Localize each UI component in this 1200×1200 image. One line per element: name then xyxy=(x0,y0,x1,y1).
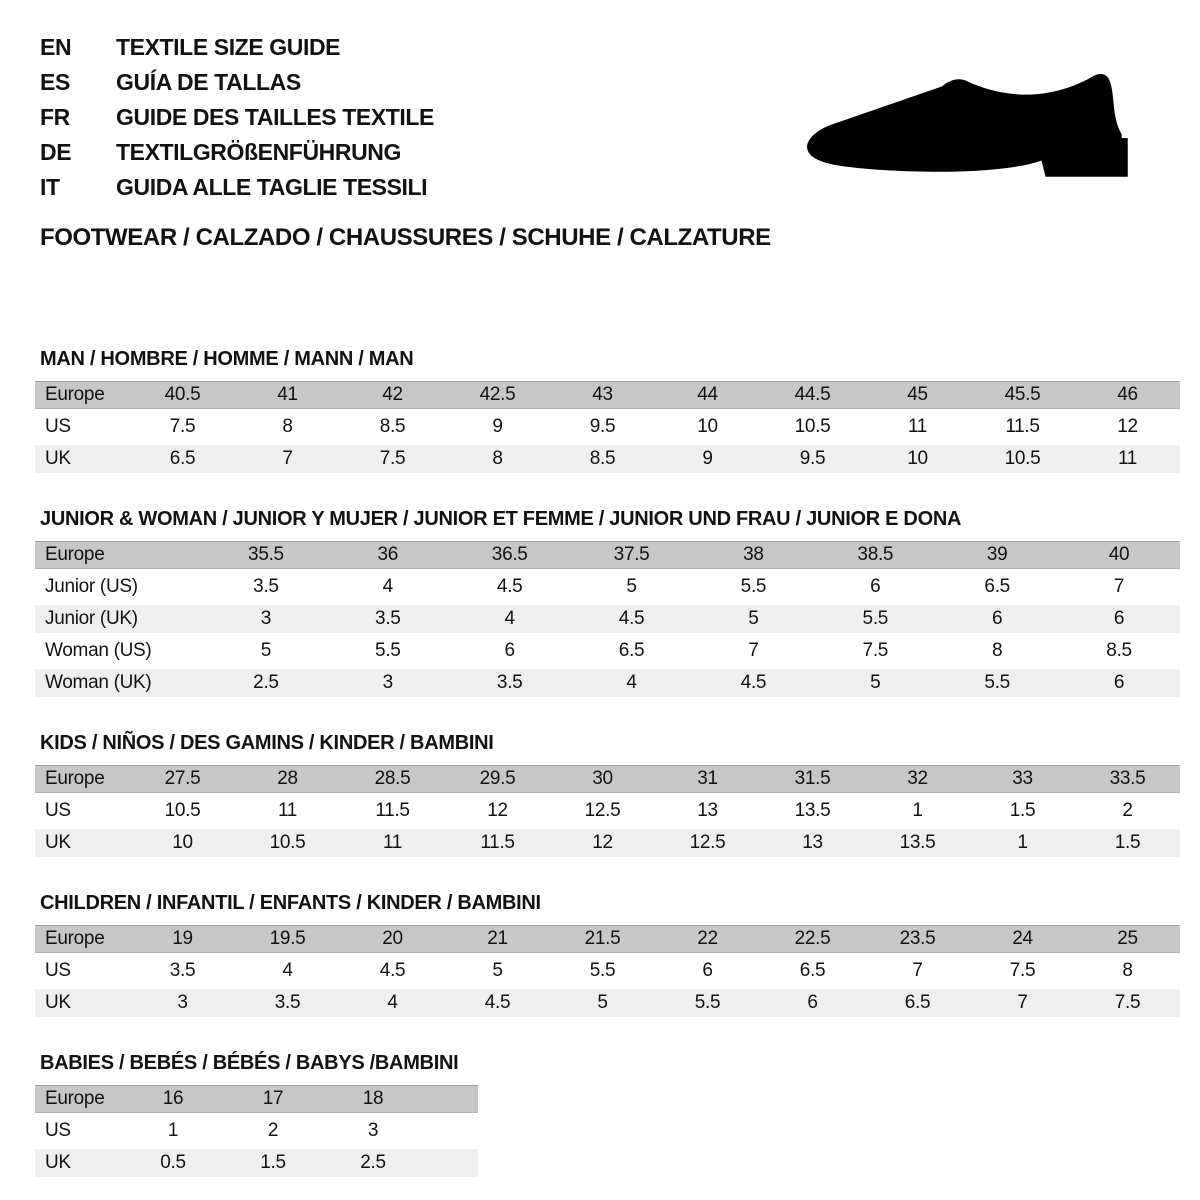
size-cell: 44.5 xyxy=(760,381,865,409)
size-cell: 40.5 xyxy=(130,381,235,409)
size-cell: 18 xyxy=(323,1085,423,1113)
language-label: TEXTILE SIZE GUIDE xyxy=(116,34,341,60)
size-cell: 42.5 xyxy=(445,381,550,409)
table-row-junior-1 xyxy=(35,573,1180,601)
section-title-babies: BABIES / BEBÉS / BÉBÉS / BABYS /BAMBINI xyxy=(40,1052,459,1074)
size-cell: 10 xyxy=(865,445,970,473)
size-cell: 7.5 xyxy=(1075,989,1180,1017)
row-label: UK xyxy=(35,989,130,1017)
language-label: GUIDE DES TAILLES TEXTILE xyxy=(116,104,434,130)
size-cell: 6.5 xyxy=(130,445,235,473)
table-row-babies-1 xyxy=(35,1117,478,1145)
size-cell: 28 xyxy=(235,765,340,793)
size-cell: 12.5 xyxy=(584,800,621,821)
size-cell: 1.5 xyxy=(1009,800,1036,821)
size-cell: 42 xyxy=(340,381,445,409)
filler-cell xyxy=(423,1117,478,1145)
size-cell: 23.5 xyxy=(865,925,970,953)
size-cell: 36 xyxy=(327,541,449,569)
size-cell: 10.5 xyxy=(164,800,201,821)
size-cell: 3.5 xyxy=(253,576,279,597)
row-label: Woman (UK) xyxy=(35,669,205,697)
size-cell: 13.5 xyxy=(865,829,970,857)
size-cell: 6.5 xyxy=(618,640,645,661)
size-cell: 5.5 xyxy=(814,605,936,633)
table-row-kids-header xyxy=(35,765,1180,793)
language-label: TEXTILGRÖßENFÜHRUNG xyxy=(116,139,401,165)
language-code: DE xyxy=(40,139,72,165)
size-cell: 45 xyxy=(865,381,970,409)
size-cell: 3 xyxy=(327,669,449,697)
size-cell: 10 xyxy=(130,829,235,857)
size-cell: 6 xyxy=(1058,605,1180,633)
category-line: FOOTWEAR / CALZADO / CHAUSSURES / SCHUHE / CALZATURE xyxy=(40,224,771,251)
size-tables-container xyxy=(0,347,1200,1181)
size-cell: 7.5 xyxy=(1009,960,1036,981)
size-cell: 33 xyxy=(970,765,1075,793)
size-cell: 3.5 xyxy=(235,989,340,1017)
size-cell: 11 xyxy=(277,800,298,821)
size-table-junior xyxy=(35,537,1180,701)
size-cell: 29.5 xyxy=(445,765,550,793)
section-junior xyxy=(35,507,1200,701)
filler-cell xyxy=(423,1149,478,1177)
size-cell: 1 xyxy=(912,800,923,821)
size-cell: 1.5 xyxy=(1075,829,1180,857)
table-row-kids-1 xyxy=(35,797,1180,825)
size-cell: 7 xyxy=(970,989,1075,1017)
row-label: UK xyxy=(35,829,130,857)
size-cell: 6 xyxy=(936,605,1058,633)
row-label: UK xyxy=(35,445,130,473)
size-cell: 4.5 xyxy=(445,989,550,1017)
language-code: EN xyxy=(40,34,72,60)
size-cell: 46 xyxy=(1075,381,1180,409)
size-cell: 6 xyxy=(870,576,881,597)
size-cell: 13.5 xyxy=(794,800,831,821)
section-kids xyxy=(35,731,1200,861)
size-cell: 11.5 xyxy=(375,800,410,821)
size-cell: 7 xyxy=(912,960,923,981)
section-title-kids: KIDS / NIÑOS / DES GAMINS / KINDER / BAMBINI xyxy=(40,732,494,754)
size-cell: 8.5 xyxy=(379,416,406,437)
size-cell: 9 xyxy=(655,445,760,473)
size-cell: 7 xyxy=(748,640,759,661)
size-cell: 6.5 xyxy=(865,989,970,1017)
size-cell: 5 xyxy=(626,576,637,597)
size-cell: 5 xyxy=(693,605,815,633)
row-label: US xyxy=(45,800,71,821)
size-cell: 8 xyxy=(445,445,550,473)
size-cell: 8.5 xyxy=(1106,640,1132,661)
size-cell: 4 xyxy=(340,989,445,1017)
table-row-children-2 xyxy=(35,989,1180,1017)
size-cell: 19 xyxy=(130,925,235,953)
row-label: Europe xyxy=(35,1085,123,1113)
row-label: Woman (US) xyxy=(45,640,152,661)
size-cell: 12.5 xyxy=(655,829,760,857)
dress-shoe-icon xyxy=(800,70,1145,186)
size-table-kids xyxy=(35,761,1180,861)
size-cell: 5 xyxy=(492,960,503,981)
table-row-man-header xyxy=(35,381,1180,409)
table-row-kids-2 xyxy=(35,829,1180,857)
size-cell: 9 xyxy=(492,416,503,437)
size-cell: 1.5 xyxy=(223,1149,323,1177)
size-cell: 16 xyxy=(123,1085,223,1113)
language-row-en xyxy=(40,30,1200,65)
size-cell: 3.5 xyxy=(169,960,196,981)
size-cell: 31 xyxy=(655,765,760,793)
section-man xyxy=(35,347,1200,477)
size-cell: 1 xyxy=(167,1120,179,1141)
size-cell: 6.5 xyxy=(799,960,826,981)
size-cell: 5.5 xyxy=(655,989,760,1017)
size-cell: 41 xyxy=(235,381,340,409)
table-row-children-header xyxy=(35,925,1180,953)
size-table-children xyxy=(35,921,1180,1021)
size-cell: 12 xyxy=(1117,416,1138,437)
size-cell: 5.5 xyxy=(740,576,767,597)
size-cell: 4.5 xyxy=(496,576,523,597)
size-cell: 12 xyxy=(550,829,655,857)
size-cell: 28.5 xyxy=(340,765,445,793)
row-label: Europe xyxy=(35,925,130,953)
size-cell: 7 xyxy=(235,445,340,473)
size-cell: 32 xyxy=(865,765,970,793)
row-label: Europe xyxy=(35,381,130,409)
size-cell: 11 xyxy=(907,416,928,437)
size-cell: 10.5 xyxy=(794,416,831,437)
size-table-man xyxy=(35,377,1180,477)
size-cell: 38.5 xyxy=(814,541,936,569)
size-cell: 3 xyxy=(205,605,327,633)
language-label: GUÍA DE TALLAS xyxy=(116,69,301,95)
size-cell: 31.5 xyxy=(760,765,865,793)
size-cell: 6 xyxy=(1058,669,1180,697)
size-cell: 13 xyxy=(760,829,865,857)
size-cell: 3.5 xyxy=(449,669,571,697)
size-cell: 9.5 xyxy=(589,416,616,437)
section-title-children: CHILDREN / INFANTIL / ENFANTS / KINDER / BAMBINI xyxy=(40,892,541,914)
size-cell: 25 xyxy=(1075,925,1180,953)
size-cell: 5 xyxy=(260,640,272,661)
row-label: US xyxy=(45,1120,71,1141)
size-cell: 4 xyxy=(382,576,393,597)
section-title-junior: JUNIOR & WOMAN / JUNIOR Y MUJER / JUNIOR ET FEMME / JUNIOR UND FRAU / JUNIOR E DONA xyxy=(40,508,962,530)
size-cell: 21 xyxy=(445,925,550,953)
size-cell: 3 xyxy=(130,989,235,1017)
table-row-man-2 xyxy=(35,445,1180,473)
size-table-babies xyxy=(35,1081,478,1181)
size-cell: 11.5 xyxy=(445,829,550,857)
size-cell: 8.5 xyxy=(550,445,655,473)
size-cell: 8 xyxy=(1122,960,1133,981)
size-cell: 30 xyxy=(550,765,655,793)
table-row-children-1 xyxy=(35,957,1180,985)
size-cell: 39 xyxy=(936,541,1058,569)
size-cell: 2.5 xyxy=(323,1149,423,1177)
size-cell: 5.5 xyxy=(375,640,401,661)
size-cell: 4.5 xyxy=(379,960,406,981)
size-cell: 10.5 xyxy=(235,829,340,857)
row-label: Europe xyxy=(35,765,130,793)
size-cell: 9.5 xyxy=(760,445,865,473)
size-cell: 7 xyxy=(1113,576,1125,597)
table-row-junior-4 xyxy=(35,669,1180,697)
size-cell: 27.5 xyxy=(130,765,235,793)
size-cell: 5 xyxy=(814,669,936,697)
size-cell: 40 xyxy=(1058,541,1180,569)
size-cell: 1 xyxy=(970,829,1075,857)
size-cell: 19.5 xyxy=(235,925,340,953)
section-children xyxy=(35,891,1200,1021)
language-code: FR xyxy=(40,104,70,130)
size-cell: 38 xyxy=(693,541,815,569)
size-cell: 36.5 xyxy=(449,541,571,569)
row-label: Europe xyxy=(35,541,205,569)
size-cell: 8 xyxy=(992,640,1003,661)
row-label: Junior (UK) xyxy=(35,605,205,633)
size-cell: 24 xyxy=(970,925,1075,953)
size-cell: 45.5 xyxy=(970,381,1075,409)
size-cell: 13 xyxy=(697,800,718,821)
size-cell: 12 xyxy=(487,800,508,821)
size-cell: 7.5 xyxy=(169,416,196,437)
size-cell: 4.5 xyxy=(693,669,815,697)
table-row-junior-3 xyxy=(35,637,1180,665)
size-cell: 11 xyxy=(340,829,445,857)
size-cell: 2.5 xyxy=(205,669,327,697)
size-cell: 7.5 xyxy=(862,640,889,661)
size-cell: 11 xyxy=(1075,445,1180,473)
size-cell: 37.5 xyxy=(571,541,693,569)
language-code: ES xyxy=(40,69,70,95)
size-cell: 43 xyxy=(550,381,655,409)
size-cell: 4.5 xyxy=(571,605,693,633)
size-cell: 10 xyxy=(697,416,718,437)
size-cell: 35.5 xyxy=(205,541,327,569)
size-cell: 22.5 xyxy=(760,925,865,953)
section-babies xyxy=(35,1051,1200,1181)
size-cell: 4 xyxy=(449,605,571,633)
size-cell: 4 xyxy=(571,669,693,697)
size-cell: 5.5 xyxy=(589,960,616,981)
size-cell: 6 xyxy=(504,640,515,661)
section-title-man: MAN / HOMBRE / HOMME / MANN / MAN xyxy=(40,348,414,370)
table-row-junior-header xyxy=(35,541,1180,569)
language-code: IT xyxy=(40,174,60,200)
size-cell: 44 xyxy=(655,381,760,409)
size-cell: 3.5 xyxy=(327,605,449,633)
size-cell: 20 xyxy=(340,925,445,953)
size-cell: 22 xyxy=(655,925,760,953)
size-cell: 6 xyxy=(760,989,865,1017)
size-cell: 5.5 xyxy=(936,669,1058,697)
size-cell: 33.5 xyxy=(1075,765,1180,793)
size-cell: 5 xyxy=(550,989,655,1017)
table-row-man-1 xyxy=(35,413,1180,441)
language-label: GUIDA ALLE TAGLIE TESSILI xyxy=(116,174,428,200)
size-cell: 8 xyxy=(282,416,293,437)
size-cell: 2 xyxy=(267,1120,279,1141)
size-cell: 3 xyxy=(367,1120,379,1141)
table-row-babies-header xyxy=(35,1085,478,1113)
size-cell: 7.5 xyxy=(340,445,445,473)
size-cell: 17 xyxy=(223,1085,323,1113)
size-cell: 10.5 xyxy=(970,445,1075,473)
size-cell: 6.5 xyxy=(984,576,1010,597)
size-cell: 4 xyxy=(282,960,293,981)
size-cell: 0.5 xyxy=(123,1149,223,1177)
table-row-junior-2 xyxy=(35,605,1180,633)
row-label: Junior (US) xyxy=(45,576,138,597)
row-label: US xyxy=(45,416,71,437)
table-row-babies-2 xyxy=(35,1149,478,1177)
row-label: US xyxy=(45,960,71,981)
filler-cell xyxy=(423,1085,478,1113)
size-cell: 21.5 xyxy=(550,925,655,953)
size-cell: 11.5 xyxy=(1005,416,1040,437)
row-label: UK xyxy=(35,1149,123,1177)
size-cell: 2 xyxy=(1122,800,1133,821)
size-cell: 6 xyxy=(702,960,713,981)
